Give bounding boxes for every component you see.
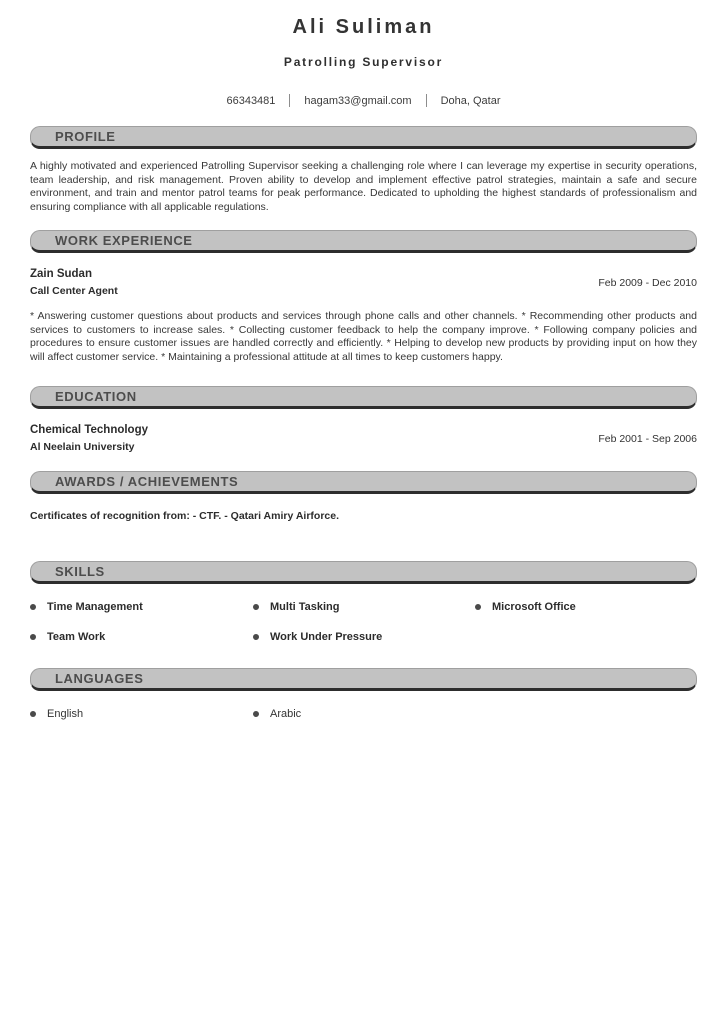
contact-bar (30, 94, 697, 107)
profile-summary: A highly motivated and experienced Patrolling Supervisor seeking a challenging role where I can leverage my expertise in security operations, team leadership, and risk management. Proven ability to develop and implement effective patrol strategies, maintain a safe and secure environment, and train and mentor patrol teams for peak performance. Dedicated to upholding the highest standards of professionalism and ensuring compliance with all applicable regulations. (30, 160, 697, 213)
degree-name: Chemical Technology (30, 424, 149, 436)
section-heading-bar (30, 471, 697, 494)
section-heading-education: EDUCATION (55, 389, 137, 404)
section-heading-languages: LANGUAGES (55, 671, 144, 686)
skill-item (253, 601, 475, 613)
work-entry-titles (30, 268, 118, 297)
job-title: Call Center Agent (30, 285, 118, 297)
section-heading-bar (30, 386, 697, 409)
section-heading-bar (30, 126, 697, 149)
language-label: Arabic (270, 708, 302, 720)
bullet-icon (30, 711, 36, 717)
section-skills (30, 561, 697, 643)
language-item (30, 708, 253, 720)
section-heading-work: WORK EXPERIENCE (55, 233, 193, 248)
education-entry-titles (30, 424, 148, 453)
bullet-icon (475, 604, 481, 610)
languages-list (30, 708, 697, 720)
section-awards (30, 471, 697, 522)
employment-dates: Feb 2009 - Dec 2010 (598, 276, 697, 289)
bullet-icon (30, 634, 36, 640)
skill-item (30, 601, 253, 613)
section-languages (30, 668, 697, 720)
education-entry (30, 424, 697, 453)
phone-number: 66343481 (226, 94, 276, 107)
awards-text: Certificates of recognition from: - CTF. - Qatari Amiry Airforce. (30, 510, 340, 522)
skill-label: Team Work (47, 631, 106, 643)
skill-label: Multi Tasking (270, 601, 340, 613)
section-heading-awards: AWARDS / ACHIEVEMENTS (55, 474, 239, 489)
email-address: hagam33@gmail.com (304, 94, 412, 107)
work-entry-header (30, 268, 697, 297)
section-education (30, 386, 697, 453)
location: Doha, Qatar (440, 94, 501, 107)
bullet-icon (30, 604, 36, 610)
separator (289, 94, 290, 107)
skill-item (475, 601, 697, 613)
skill-item (30, 631, 253, 643)
section-heading-profile: PROFILE (55, 129, 116, 144)
section-profile (30, 126, 697, 214)
section-heading-bar (30, 230, 697, 253)
skill-label: Time Management (47, 601, 143, 613)
section-heading-skills: SKILLS (55, 564, 105, 579)
education-dates: Feb 2001 - Sep 2006 (598, 432, 697, 445)
bullet-icon (253, 604, 259, 610)
skill-item (253, 631, 475, 643)
work-entry (30, 268, 697, 364)
skills-list (30, 601, 697, 643)
section-work-experience (30, 230, 697, 364)
employer-name: Zain Sudan (30, 268, 92, 280)
bullet-icon (253, 711, 259, 717)
skill-label: Microsoft Office (492, 601, 576, 613)
bullet-icon (253, 634, 259, 640)
job-description: * Answering customer questions about products and services through phone calls and other channels. * Recommending other products and services to customers to increase sales. * Collecting customer feedback to help the company improve. * Following company policies and procedures to ensure customer issues are handled correctly and efficiently. * Helping to develop new products by providing input on how they will affect customer service. * Maintaining a professional attitude at all times to keep customers happy. (30, 310, 697, 363)
language-item (253, 708, 475, 720)
skill-label: Work Under Pressure (270, 631, 383, 643)
resume-header (30, 16, 697, 107)
section-heading-bar (30, 561, 697, 584)
separator (426, 94, 427, 107)
language-label: English (47, 708, 84, 720)
education-entry-header (30, 424, 697, 453)
section-heading-bar (30, 668, 697, 691)
school-name: Al Neelain University (30, 441, 135, 453)
candidate-name: Ali Suliman (292, 16, 435, 38)
candidate-title: Patrolling Supervisor (283, 55, 444, 69)
